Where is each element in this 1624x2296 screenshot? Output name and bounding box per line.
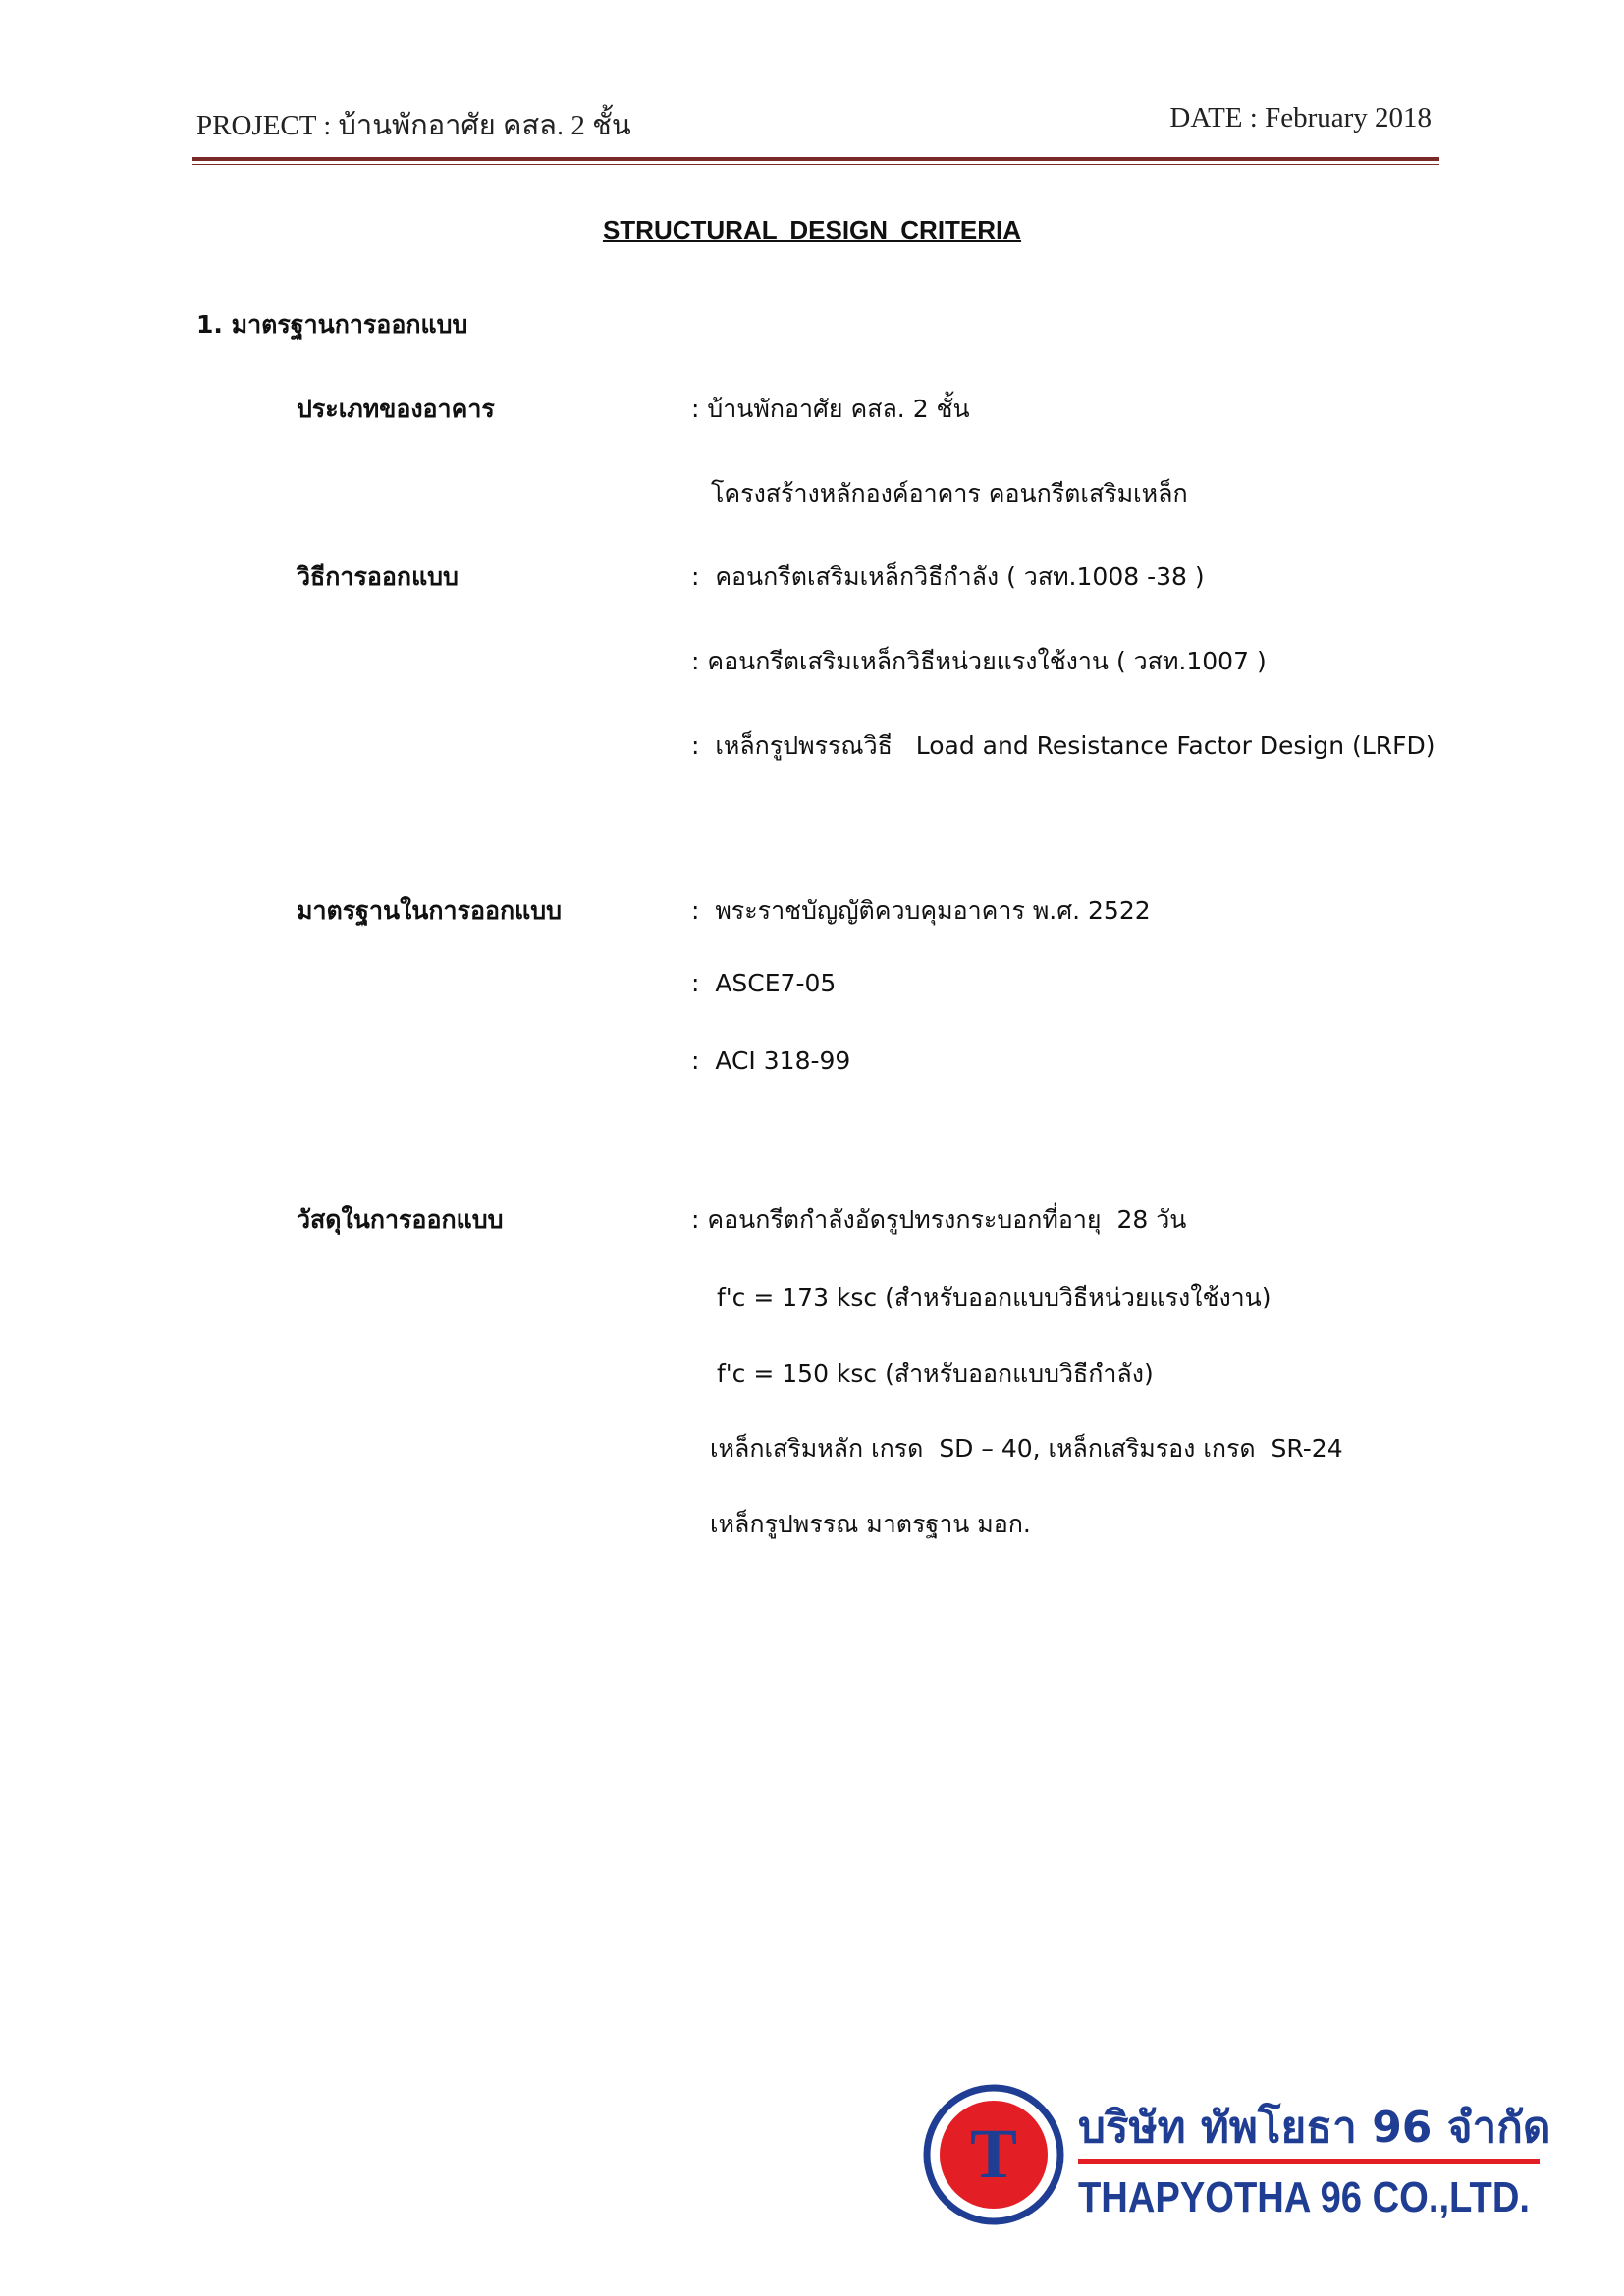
- building-type-label: ประเภทของอาคาร: [297, 395, 495, 423]
- project-header: PROJECT : บ้านพักอาศัย คสล. 2 ชั้น: [196, 110, 631, 141]
- material-concrete-strength: : คอนกรีตกำลังอัดรูปทรงกระบอกที่อายุ 28 วัน: [691, 1205, 1187, 1234]
- design-standard-aci: : ACI 318-99: [691, 1046, 851, 1075]
- building-structure-value: โครงสร้างหลักองค์อาคาร คอนกรีตเสริมเหล็ก: [711, 479, 1188, 507]
- design-standard-asce: : ASCE7-05: [691, 969, 837, 997]
- material-structural-steel: เหล็กรูปพรรณ มาตรฐาน มอก.: [710, 1510, 1031, 1538]
- design-materials-label: วัสดุในการออกแบบ: [297, 1205, 504, 1234]
- logo-english-name: THAPYOTHA 96 CO.,LTD.: [1078, 2173, 1530, 2221]
- header-rule-thin: [192, 164, 1439, 165]
- design-standard-building-act: : พระราชบัญญัติควบคุมอาคาร พ.ศ. 2522: [691, 896, 1151, 925]
- logo-thai-name: บริษัท ทัพโยธา 96 จำกัด: [1078, 2103, 1551, 2153]
- material-fc-working-stress: f'c = 173 ksc (สำหรับออกแบบวิธีหน่วยแรงใช้งาน): [717, 1283, 1272, 1311]
- document-title-row: [0, 215, 1624, 245]
- design-method-label: วิธีการออกแบบ: [297, 562, 459, 591]
- material-rebar-grades: เหล็กเสริมหลัก เกรด SD – 40, เหล็กเสริมรอง เกรด SR-24: [710, 1434, 1343, 1463]
- section-heading: 1. มาตรฐานการออกแบบ: [196, 310, 468, 339]
- design-method-working-stress: : คอนกรีตเสริมเหล็กวิธีหน่วยแรงใช้งาน ( วสท.1007 ): [691, 647, 1267, 675]
- design-standards-label: มาตรฐานในการออกแบบ: [297, 896, 563, 925]
- material-fc-strength: f'c = 150 ksc (สำหรับออกแบบวิธีกำลัง): [717, 1360, 1154, 1388]
- building-type-value: : บ้านพักอาศัย คสล. 2 ชั้น: [691, 395, 970, 423]
- header-rule-thick: [192, 157, 1439, 161]
- logo-emblem-icon: [927, 2088, 1060, 2221]
- company-logo: [923, 2071, 1551, 2238]
- date-header: DATE : February 2018: [1169, 102, 1432, 133]
- design-method-steel-lrfd: : เหล็กรูปพรรณวิธี Load and Resistance Factor Design (LRFD): [691, 731, 1435, 760]
- design-method-strength: : คอนกรีตเสริมเหล็กวิธีกำลัง ( วสท.1008 -38 ): [691, 562, 1205, 591]
- logo-emblem-letter: T: [969, 2114, 1018, 2193]
- logo-red-rule: [1078, 2159, 1540, 2164]
- document-title: STRUCTURAL DESIGN CRITERIA: [602, 215, 1022, 244]
